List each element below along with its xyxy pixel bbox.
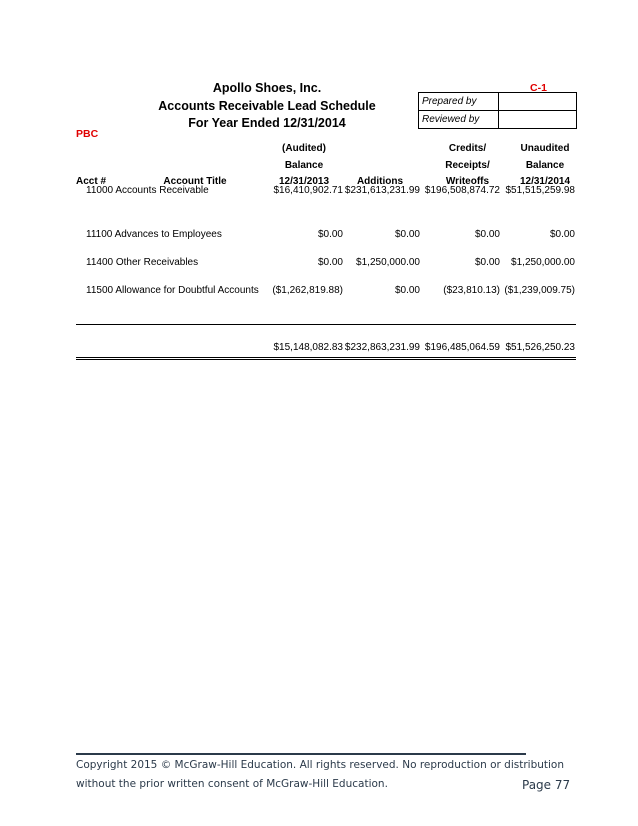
row-additions: $1,250,000.00	[356, 257, 420, 268]
col-header-audited-line3: 12/31/2013	[278, 176, 330, 187]
schedule-period: For Year Ended 12/31/2014	[188, 116, 346, 130]
reviewed-by-label: Reviewed by	[419, 111, 499, 129]
col-header-unaudited-line3: 12/31/2014	[519, 176, 571, 187]
footer-copyright-line1: Copyright 2015 © McGraw-Hill Education. All rights reserved. No reproduction or distribution	[76, 759, 565, 771]
table-row	[86, 229, 222, 240]
col-header-audited	[265, 141, 343, 191]
total-underline-1	[76, 357, 576, 358]
row-acct: 11100	[86, 229, 113, 240]
row-acct: 11000	[86, 185, 114, 196]
col-header-audited-line1: (Audited)	[282, 143, 326, 154]
col-header-credits-line3: Writeoffs	[445, 176, 490, 187]
row-credits: $196,508,874.72	[424, 185, 500, 196]
total-underline-2	[76, 359, 576, 360]
col-header-title: Account Title	[163, 176, 227, 187]
col-header-credits	[425, 141, 510, 191]
col-header-unaudited-line2: Balance	[525, 159, 565, 171]
col-header-credits-line1: Credits/	[448, 143, 487, 154]
row-unaudited: $51,515,259.98	[505, 185, 575, 196]
row-credits: $0.00	[474, 229, 500, 240]
row-unaudited: $1,250,000.00	[511, 257, 575, 268]
row-title: Accounts Receivable	[115, 185, 209, 196]
row-audited: $16,410,902.71	[273, 185, 343, 196]
total-audited: $15,148,082.83	[273, 342, 343, 353]
row-acct: 11400	[86, 257, 114, 268]
row-audited: $0.00	[317, 257, 343, 268]
workpaper-ref: C-1	[530, 82, 547, 94]
col-header-additions: Additions	[356, 176, 404, 187]
schedule-title: Accounts Receivable Lead Schedule	[158, 99, 376, 113]
total-credits: $196,485,064.59	[424, 342, 500, 353]
row-additions: $0.00	[394, 229, 420, 240]
page-number: Page 77	[522, 778, 571, 792]
col-header-unaudited	[505, 141, 585, 191]
table-row	[86, 185, 209, 196]
total-additions: $232,863,231.99	[344, 342, 420, 353]
row-additions: $231,613,231.99	[344, 185, 420, 196]
prepared-by-field[interactable]	[499, 93, 577, 111]
col-header-unaudited-line1: Unaudited	[520, 143, 570, 154]
row-unaudited: ($1,239,009.75)	[504, 285, 575, 296]
row-additions: $0.00	[394, 285, 420, 296]
signoff-box	[418, 92, 577, 129]
company-name: Apollo Shoes, Inc.	[212, 81, 322, 95]
row-title: Other Receivables	[115, 257, 199, 268]
row-credits: ($23,810.13)	[443, 285, 500, 296]
total-rule	[76, 324, 576, 325]
row-audited: ($1,262,819.88)	[272, 285, 343, 296]
prepared-by-label: Prepared by	[419, 93, 499, 111]
footer-rule	[76, 753, 526, 755]
row-credits: $0.00	[474, 257, 500, 268]
row-unaudited: $0.00	[549, 229, 575, 240]
reviewed-by-field[interactable]	[499, 111, 577, 129]
row-acct: 11500	[86, 285, 114, 296]
col-header-credits-line2: Receipts/	[445, 159, 490, 171]
row-title: Allowance for Doubtful Accounts	[115, 285, 259, 296]
col-header-audited-line2: Balance	[284, 159, 324, 171]
footer-copyright-line2: without the prior written consent of McGraw-Hill Education.	[76, 778, 388, 790]
col-header-acct: Acct #	[76, 176, 107, 187]
row-audited: $0.00	[317, 229, 343, 240]
table-row	[86, 285, 259, 296]
pbc-label: PBC	[76, 128, 99, 140]
total-unaudited: $51,526,250.23	[505, 342, 575, 353]
table-row	[86, 257, 198, 268]
row-title: Advances to Employees	[114, 229, 222, 240]
